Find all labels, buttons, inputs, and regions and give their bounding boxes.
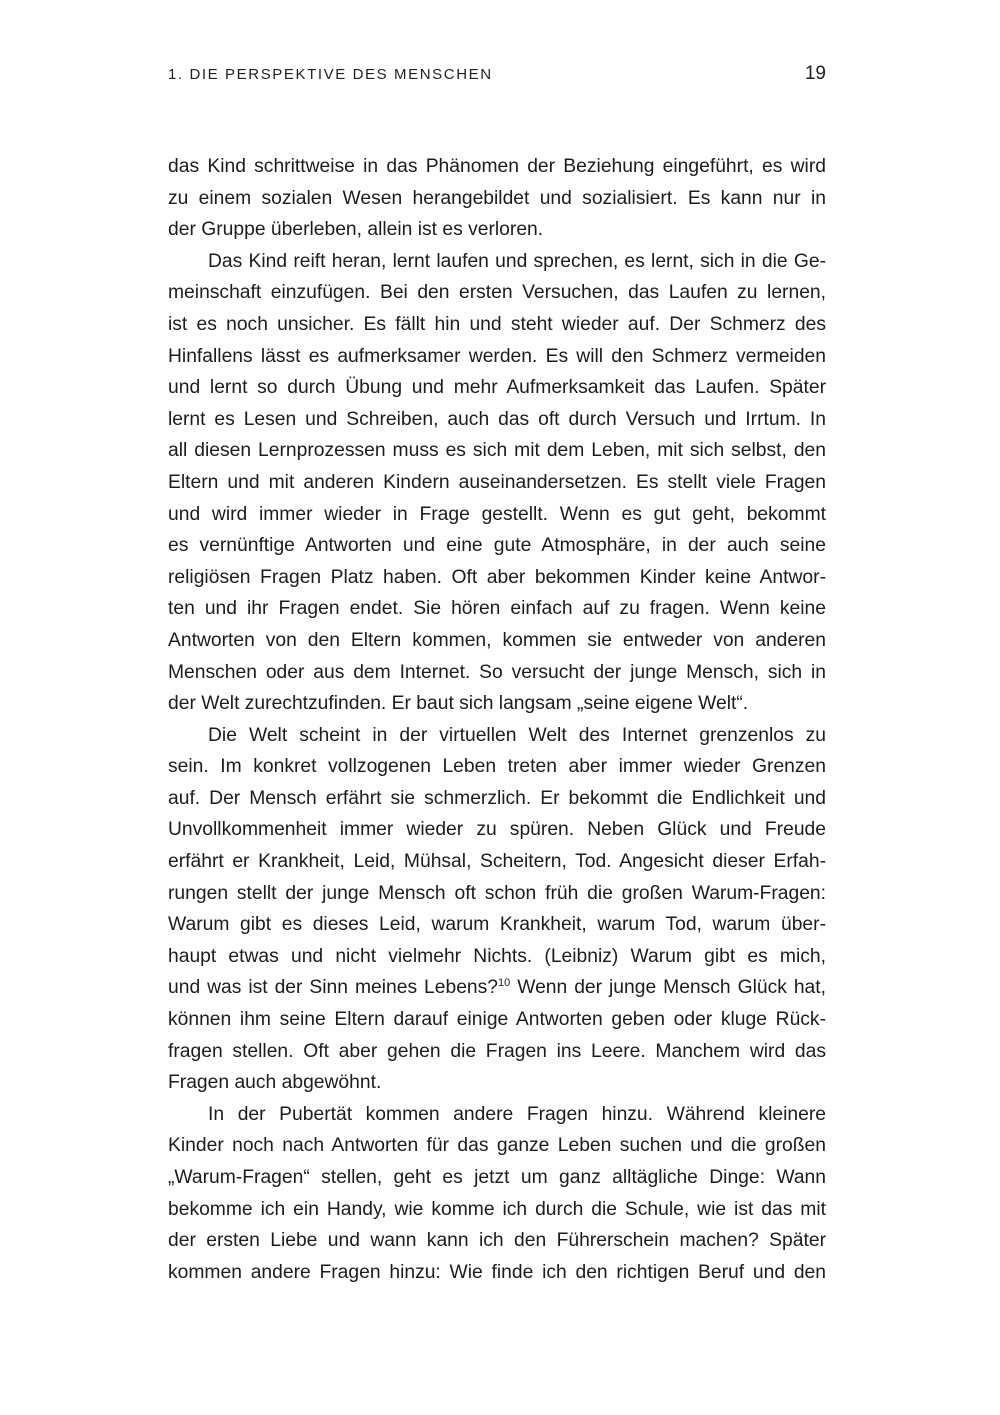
text-line: das Kind schrittweise in das Phänomen der Beziehung eingeführt, es wird [168,156,826,177]
text-line: fragen stellen. Oft aber gehen die Fragen ins Leere. Manchem wird das [168,1040,826,1062]
text-line: Menschen oder aus dem Internet. So versucht der junge Mensch, sich in [168,661,826,683]
text-line: sein. Im konkret vollzogenen Leben treten aber immer wieder Grenzen [168,756,826,778]
text-line: zu einem sozialen Wesen herangebildet und sozialisiert. Es kann nur in [168,187,826,209]
text-line: Antworten von den Eltern kommen, kommen sie entweder von anderen [168,629,826,651]
text-line: Eltern und mit anderen Kindern auseinandersetzen. Es stellt viele Fragen [168,471,826,493]
text-line-with-footnote [168,972,826,1004]
paragraph [168,720,826,1099]
text-line: haupt etwas und nicht vielmehr Nichts. (Leibniz) Warum gibt es mich, [168,945,826,967]
text-line: kommen andere Fragen hinzu: Wie finde ich den richtigen Beruf und den [168,1261,826,1283]
text-line: bekomme ich ein Handy, wie komme ich durch die Schule, wie ist das mit [168,1198,826,1220]
text-line: meinschaft einzufügen. Bei den ersten Versuchen, das Laufen zu lernen, [168,282,826,304]
text-line: all diesen Lernprozessen muss es sich mit dem Leben, mit sich selbst, den [168,440,826,462]
text-line: Kinder noch nach Antworten für das ganze Leben suchen und die großen [168,1135,826,1157]
text-line: religiösen Fragen Platz haben. Oft aber bekommen Kinder keine Antwor- [168,566,826,588]
body-text [168,151,826,1288]
footnote-marker[interactable]: 10 [498,977,511,990]
text-line: es vernünftige Antworten und eine gute Atmosphäre, in der auch seine [168,535,826,557]
text-line: ist es noch unsicher. Es fällt hin und steht wieder auf. Der Schmerz des [168,313,826,335]
text-line: können ihm seine Eltern darauf einige Antworten geben oder kluge Rück- [168,1009,826,1031]
paragraph [168,151,826,246]
text-line: lernt es Lesen und Schreiben, auch das oft durch Versuch und Irrtum. In [168,408,826,430]
paragraph [168,246,826,720]
text-line: und lernt so durch Übung und mehr Aufmerksamkeit das Laufen. Später [168,377,826,399]
text-line: rungen stellt der junge Mensch oft schon früh die großen Warum-Fragen: [168,882,826,904]
text-line: Das Kind reift heran, lernt laufen und sprechen, es lernt, sich in die Ge- [208,250,826,272]
text-line: Warum gibt es dieses Leid, warum Krankheit, warum Tod, warum über- [168,914,826,936]
text-line: der Welt zurechtzufinden. Er baut sich langsam „seine eigene Welt“. [168,693,749,715]
text-line: Unvollkommenheit immer wieder zu spüren. Neben Glück und Freude [168,819,826,841]
text-line: der Gruppe überleben, allein ist es verloren. [168,219,544,241]
text-line: Hinfallens lässt es aufmerksamer werden. Es will den Schmerz vermeiden [168,345,826,367]
paragraph [168,1099,826,1289]
text-segment: Wenn der junge Mensch Glück hat, [510,977,826,999]
text-line: der ersten Liebe und wann kann ich den Führerschein machen? Später [168,1230,826,1252]
running-head [168,62,826,90]
text-line: Die Welt scheint in der virtuellen Welt des Internet grenzenlos zu [208,724,826,746]
text-line: erfährt er Krankheit, Leid, Mühsal, Scheitern, Tod. Angesicht dieser Erfah- [168,851,826,873]
text-line: auf. Der Mensch erfährt sie schmerzlich. Er bekommt die Endlichkeit und [168,787,826,809]
page-number: 19 [804,63,826,84]
text-line: Fragen auch abgewöhnt. [168,1072,382,1094]
text-line: ten und ihr Fragen endet. Sie hören einfach auf zu fragen. Wenn keine [168,598,826,620]
chapter-running-title: 1. DIE PERSPEKTIVE DES MENSCHEN [168,66,493,83]
text-line: „Warum-Fragen“ stellen, geht es jetzt um ganz alltägliche Dinge: Wann [168,1167,826,1188]
text-line: In der Pubertät kommen andere Fragen hinzu. Während kleinere [208,1103,826,1125]
text-segment: und was ist der Sinn meines Lebens? [168,977,499,999]
text-line: und wird immer wieder in Frage gestellt. Wenn es gut geht, bekommt [168,503,826,525]
